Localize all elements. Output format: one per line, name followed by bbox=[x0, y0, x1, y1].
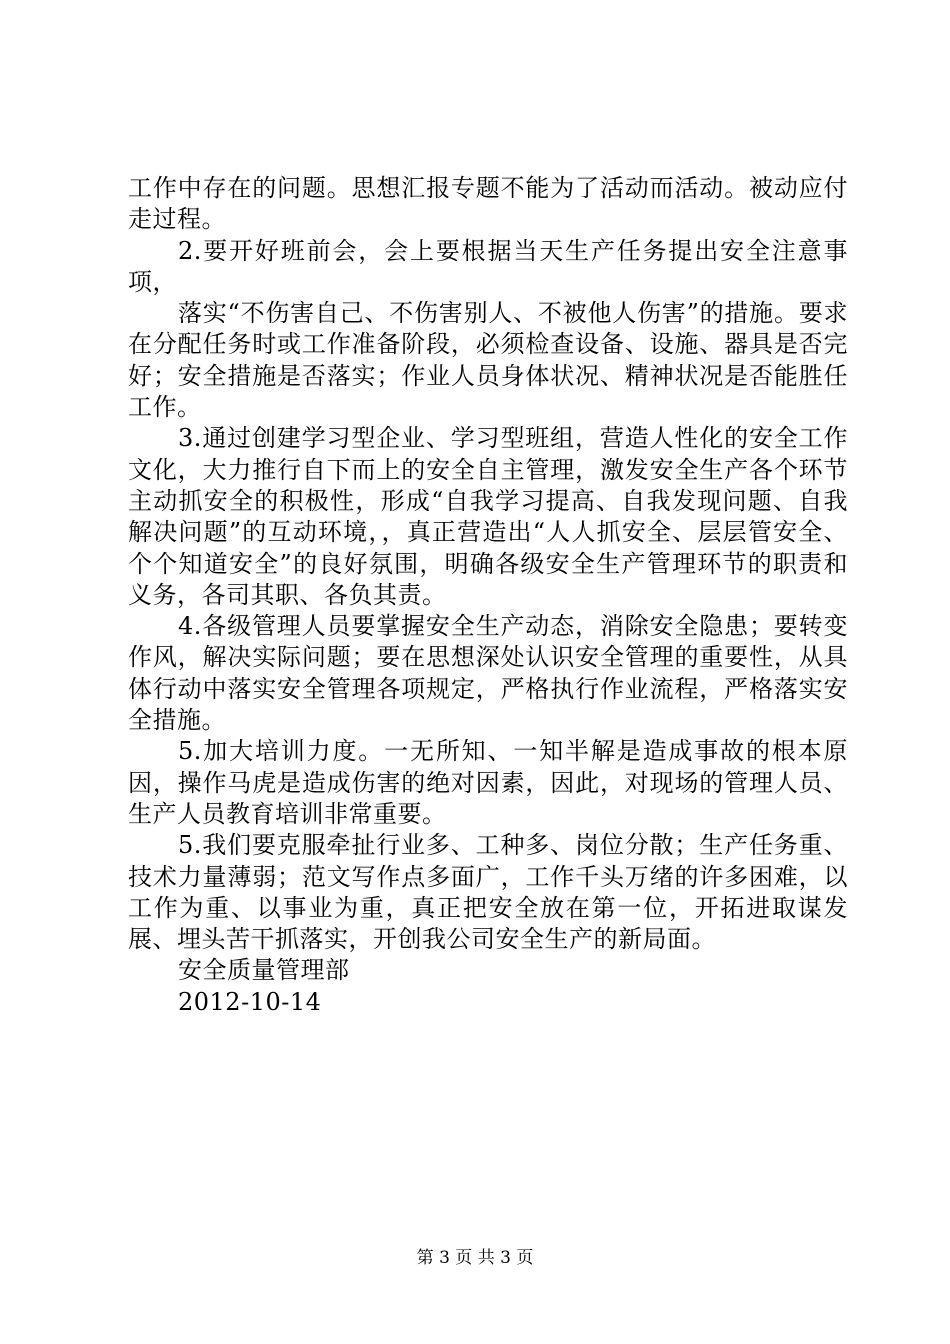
document-body bbox=[128, 173, 848, 1018]
paragraph-item-2-detail: 落实“不伤害自己、不伤害别人、不被他人伤害”的措施。要求在分配任务时或工作准备阶段，必须检查设备、设施、器具是否完好；安全措施是否落实；作业人员身体状况、精神状况是否能胜任工作。 bbox=[128, 299, 848, 422]
signature-department: 安全质量管理部 bbox=[178, 956, 350, 985]
page-number-label: 第 3 页 共 3 页 bbox=[416, 1248, 534, 1268]
signature-date: 2012-10-14 bbox=[178, 987, 322, 1016]
paragraph-continuation: 工作中存在的问题。思想汇报专题不能为了活动而活动。被动应付走过程。 bbox=[128, 174, 848, 234]
page-footer bbox=[0, 1243, 950, 1268]
paragraph-item-2: 2.要开好班前会，会上要根据当天生产任务提出安全注意事项， bbox=[128, 236, 848, 296]
paragraph-item-5-overcome: 5.我们要克服牵扯行业多、工种多、岗位分散；生产任务重、技术力量薄弱；范文写作点多面广，工作千头万绪的许多困难，以工作为重、以事业为重，真正把安全放在第一位，开拓进取谋发展、埋头苦干抓落实，开创我公司安全生产的新局面。 bbox=[128, 831, 848, 954]
paragraph-item-3: 3.通过创建学习型企业、学习型班组，营造人性化的安全工作文化，大力推行自下而上的安全自主管理，激发安全生产各个环节主动抓安全的积极性，形成“自我学习提高、自我发现问题、自我解决问题”的互动环境，，真正营造出“人人抓安全、层层管安全、个个知道安全”的良好氛围，明确各级安全生产管理环节的职责和义务，各司其职、各负其责。 bbox=[128, 424, 848, 609]
paragraph-item-4: 4.各级管理人员要掌握安全生产动态，消除安全隐患；要转变作风，解决实际问题；要在思想深处认识安全管理的重要性，从具体行动中落实安全管理各项规定，严格执行作业流程，严格落实安全措施。 bbox=[128, 612, 848, 735]
paragraph-item-5-training: 5.加大培训力度。一无所知、一知半解是造成事故的根本原因，操作马虎是造成伤害的绝对因素，因此，对现场的管理人员、生产人员教育培训非常重要。 bbox=[128, 737, 848, 828]
